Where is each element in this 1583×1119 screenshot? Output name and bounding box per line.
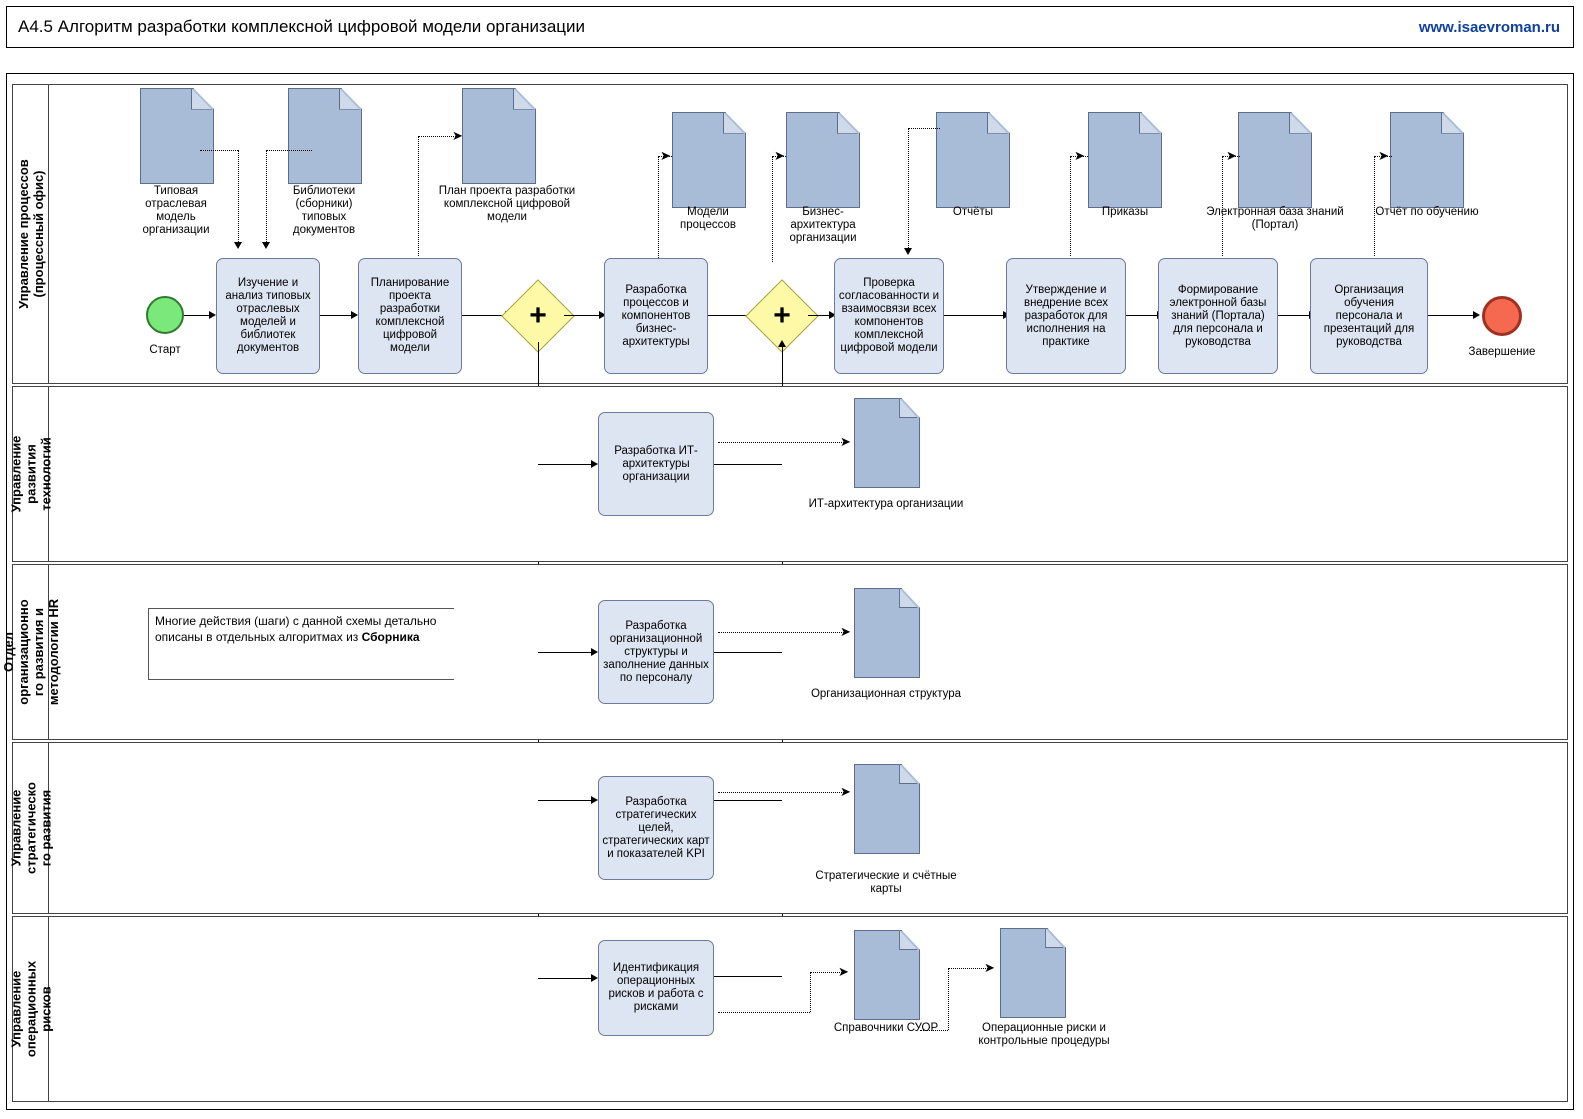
annotation-note xyxy=(148,608,454,680)
document-project-plan xyxy=(462,88,534,182)
lane-header-process-office xyxy=(13,85,49,383)
note-text: Многие действия (шаги) с данной схемы детально описаны в отдельных алгоритмах из xyxy=(155,614,437,644)
flow-split-to-risk-task xyxy=(538,978,592,979)
document-org-structure xyxy=(854,588,918,676)
connector-doc7-v xyxy=(1070,156,1071,256)
arrowhead-task7-end xyxy=(1473,311,1480,319)
flow-split-to-strategy-task xyxy=(538,800,592,801)
arrowhead-risk-doc1: ➤ xyxy=(838,964,849,979)
lane-operational-risks xyxy=(8,916,1568,1102)
flow-task1-task2 xyxy=(320,315,352,316)
arrowhead-org-task xyxy=(591,648,598,656)
arrowhead-doc2 xyxy=(262,242,270,249)
connector-doc2 xyxy=(266,150,267,242)
lane-label-risks: Управление операционных рисков xyxy=(8,960,53,1058)
document-business-architecture xyxy=(786,112,858,206)
task-study-typical-models[interactable]: Изучение и анализ типовых отраслевых моделей и библиотек документов xyxy=(216,258,320,374)
flow-task2-gw1 xyxy=(462,315,506,316)
connector-doc6-h xyxy=(908,128,940,129)
document-orders xyxy=(1088,112,1160,206)
document-label-reports: Отчёты xyxy=(952,206,994,218)
gateway-join-plus-icon: + xyxy=(773,299,791,332)
flow-split-to-it-task xyxy=(538,464,592,465)
flow-split-to-org-task xyxy=(538,652,592,653)
document-label-org-structure: Организационная структура xyxy=(810,688,962,700)
document-process-models xyxy=(672,112,744,206)
task-project-planning[interactable]: Планирование проекта разработки комплексной цифровой модели xyxy=(358,258,462,374)
connector-doc1-h xyxy=(200,150,238,151)
arrowhead-risk-task xyxy=(591,974,598,982)
start-event xyxy=(146,296,184,334)
document-label-suor-reference: Справочники СУОР xyxy=(833,1022,939,1034)
document-label-typical-docs-library: Библиотеки (сборники) типовых документов xyxy=(292,185,356,236)
document-label-operational-risks: Операционные риски и контрольные процедуры xyxy=(978,1022,1110,1047)
flow-strategy-task-to-join xyxy=(714,800,782,801)
lane-header-risks xyxy=(8,917,53,1101)
connector-risk-doc2-v xyxy=(948,968,949,1030)
arrowhead-doc1 xyxy=(234,242,242,249)
document-operational-risks xyxy=(1000,928,1064,1016)
site-url[interactable]: www.isaevroman.ru xyxy=(1418,19,1560,36)
sub-bar xyxy=(6,48,1574,74)
lane-header-strategy xyxy=(8,743,53,913)
arrowhead-risk-doc2: ➤ xyxy=(984,960,995,975)
end-event xyxy=(1482,296,1522,336)
document-reports xyxy=(936,112,1008,206)
lane-label-org-hr: Отдел организационно го развития и методологии HR xyxy=(0,598,61,706)
connector-strategy-doc xyxy=(718,792,844,793)
lane-technology-development xyxy=(8,386,1568,562)
note-text-bold: Сборника xyxy=(361,630,420,644)
arrowhead-it-doc: ➤ xyxy=(840,434,851,449)
document-label-training-report: Отчёт по обучению xyxy=(1375,206,1479,218)
connector-it-doc xyxy=(718,442,844,443)
arrowhead-org-doc: ➤ xyxy=(840,624,851,639)
task-develop-processes[interactable]: Разработка процессов и компонентов бизнес-архитектуры xyxy=(604,258,708,374)
task-identify-risks[interactable]: Идентификация операционных рисков и работа с рисками xyxy=(598,940,714,1036)
connector-doc2-h xyxy=(266,150,312,151)
gateway-split-plus-icon: + xyxy=(529,299,547,332)
document-label-project-plan: План проекта разработки комплексной цифровой модели xyxy=(438,185,576,223)
lane-header-technology xyxy=(8,387,53,561)
flow-task6-task7 xyxy=(1278,315,1310,316)
arrowhead-doc7: ➤ xyxy=(1074,148,1085,163)
arrowhead-task1-task2 xyxy=(351,311,358,319)
flow-gw1-task3 xyxy=(564,315,600,316)
arrowhead-doc8: ➤ xyxy=(1226,148,1237,163)
document-label-it-architecture: ИТ-архитектура организации xyxy=(808,498,964,510)
arrowhead-it-task xyxy=(591,460,598,468)
flow-org-task-to-join xyxy=(714,652,782,653)
connector-doc6-v xyxy=(908,128,909,248)
lane-label-process-office: Управление процессов (процессный офис) xyxy=(15,159,46,309)
lane-label-strategy: Управление стратегическо го развития xyxy=(8,782,53,874)
document-label-process-models: Модели процессов xyxy=(679,206,736,231)
task-form-knowledge-base[interactable]: Формирование электронной базы знаний (Портала) для персонала и руководства xyxy=(1158,258,1278,374)
connector-doc9-v xyxy=(1374,156,1375,256)
task-approve-implement[interactable]: Утверждение и внедрение всех разработок для исполнения на практике xyxy=(1006,258,1126,374)
document-label-business-architecture: Бизнес-архитектура организации xyxy=(789,206,857,244)
task-check-consistency[interactable]: Проверка согласованности и взаимосвязи всех компонентов комплексной цифровой модели xyxy=(834,258,944,374)
document-strategy-maps xyxy=(854,764,918,852)
arrowhead-doc5: ➤ xyxy=(774,148,785,163)
connector-doc4-v xyxy=(658,156,659,262)
document-typical-docs-library xyxy=(288,88,360,182)
flow-task7-end xyxy=(1428,315,1474,316)
arrowhead-doc6 xyxy=(904,248,912,255)
lane-header-org-hr xyxy=(0,565,61,739)
document-label-orders: Приказы xyxy=(1101,206,1149,218)
document-suor-reference xyxy=(854,930,918,1018)
title-bar xyxy=(6,6,1574,48)
connector-risk-doc1-v xyxy=(810,972,811,1012)
arrowhead-start-task1 xyxy=(209,311,216,319)
flow-it-task-to-join xyxy=(714,464,782,465)
lane-strategic-development xyxy=(8,742,1568,914)
connector-risk-doc2-h2 xyxy=(948,968,988,969)
arrowhead-strategy-task xyxy=(591,796,598,804)
arrowhead-join-up xyxy=(778,340,786,347)
flow-start-to-task1 xyxy=(184,315,210,316)
arrowhead-doc3: ➤ xyxy=(452,128,463,143)
flow-task5-task6 xyxy=(1126,315,1158,316)
flow-task4-task5 xyxy=(944,315,1004,316)
connector-risk-doc1-h xyxy=(718,1012,810,1013)
connector-risk-doc2-h xyxy=(920,1030,948,1031)
flow-gw2-task4 xyxy=(808,315,830,316)
document-training-report xyxy=(1390,112,1462,206)
task-develop-org-structure[interactable]: Разработка организационной структуры и заполнение данных по персоналу xyxy=(598,600,714,704)
document-label-knowledge-base: Электронная база знаний (Портал) xyxy=(1206,206,1344,231)
document-typical-industry-model xyxy=(140,88,212,182)
arrowhead-doc9: ➤ xyxy=(1378,148,1389,163)
task-develop-strategy[interactable]: Разработка стратегических целей, стратегических карт и показателей KPI xyxy=(598,776,714,880)
connector-org-doc xyxy=(718,632,844,633)
page-title: A4.5 Алгоритм разработки комплексной цифровой модели организации xyxy=(18,17,586,36)
task-develop-it-architecture[interactable]: Разработка ИТ-архитектуры организации xyxy=(598,412,714,516)
document-label-typical-industry-model: Типовая отраслевая модель организации xyxy=(142,185,210,236)
connector-doc5-v xyxy=(772,156,773,262)
arrowhead-doc4: ➤ xyxy=(660,148,671,163)
task-organize-training[interactable]: Организация обучения персонала и презентаций для руководства xyxy=(1310,258,1428,374)
connector-doc8-v xyxy=(1222,156,1223,256)
connector-doc1 xyxy=(238,150,239,242)
end-event-label: Завершение xyxy=(1468,346,1536,358)
document-knowledge-base xyxy=(1238,112,1310,206)
flow-risk-task-to-join xyxy=(714,976,782,977)
document-it-architecture xyxy=(854,398,918,486)
lane-label-technology: Управление развития технологий xyxy=(8,435,53,513)
start-event-label: Старт xyxy=(149,344,181,356)
connector-doc3-v xyxy=(418,136,419,256)
arrowhead-strategy-doc: ➤ xyxy=(840,784,851,799)
document-label-strategy-maps: Стратегические и счётные карты xyxy=(815,870,957,895)
